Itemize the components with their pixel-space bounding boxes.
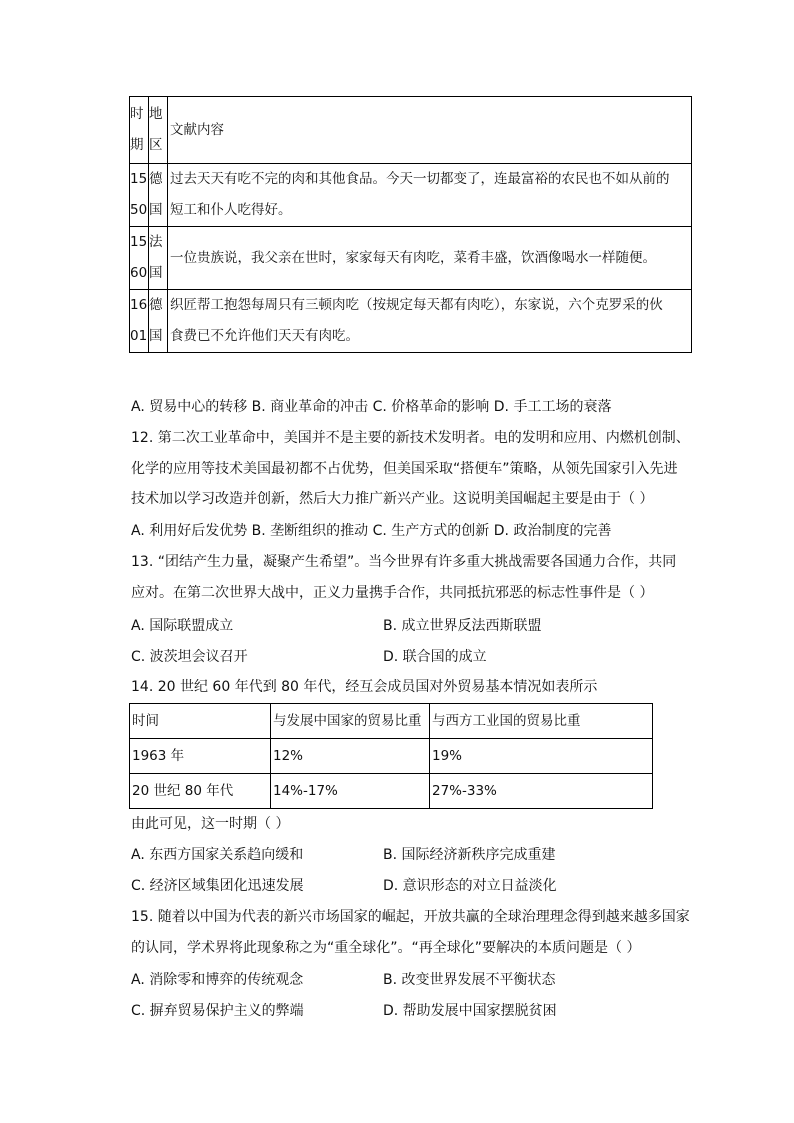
content-cell <box>168 290 692 353</box>
q12-stem-line3: 技术加以学习改造并创新，然后大力推广新兴产业。这说明美国崛起主要是由于（ ） <box>131 491 654 507</box>
q13-stem-line2: 应对。在第二次世界大战中，正义力量携手合作，共同抵抗邪恶的标志性事件是（ ） <box>131 585 654 601</box>
table-row <box>130 739 653 774</box>
historical-documents-table <box>129 96 692 353</box>
q15-option-d: D. 帮助发展中国家摆脱贫困 <box>383 1003 557 1019</box>
header-cell: 与西方工业国的贸易比重 <box>430 704 653 739</box>
table-cell: 14%-17% <box>271 774 430 809</box>
table-cell: 27%-33% <box>430 774 653 809</box>
content-line: 食费已不允许他们天天有肉吃。 <box>170 328 359 344</box>
table-header-row <box>130 704 653 739</box>
q12-options: A. 利用好后发优势 B. 垄断组织的推动 C. 生产方式的创新 D. 政治制度的完善 <box>131 523 612 539</box>
content-line: 短工和仆人吃得好。 <box>170 202 292 218</box>
q14-option-c: C. 经济区域集团化迅速发展 <box>131 878 304 894</box>
region-cell: 德国 <box>149 290 168 353</box>
q14-option-d: D. 意识形态的对立日益淡化 <box>383 878 557 894</box>
content-line: 织匠帮工抱怨每周只有三顿肉吃（按规定每天都有肉吃），东家说，六个克罗采的伙 <box>170 297 663 313</box>
content-header: 文献内容 <box>168 97 692 164</box>
q15-option-c: C. 摒弃贸易保护主义的弊端 <box>131 1003 304 1019</box>
q14-option-b: B. 国际经济新秩序完成重建 <box>383 847 556 863</box>
table-header-row <box>130 97 692 164</box>
header-cell: 时间 <box>130 704 271 739</box>
header-cell: 与发展中国家的贸易比重 <box>271 704 430 739</box>
period-cell: 1560 <box>130 227 149 290</box>
period-cell: 1601 <box>130 290 149 353</box>
table-row <box>130 290 692 353</box>
q14-stem-line1: 14. 20 世纪 60 年代到 80 年代，经互会成员国对外贸易基本情况如表所示 <box>131 679 598 695</box>
table-row <box>130 227 692 290</box>
q13-option-c: C. 波茨坦会议召开 <box>131 649 248 665</box>
q15-stem-line1: 15. 随着以中国为代表的新兴市场国家的崛起，开放共赢的全球治理理念得到越来越多国家 <box>131 909 690 925</box>
q14-stem-line2: 由此可见，这一时期（ ） <box>131 816 290 832</box>
q13-option-a: A. 国际联盟成立 <box>131 618 234 634</box>
q15-option-b: B. 改变世界发展不平衡状态 <box>383 972 556 988</box>
q13-stem-line1: 13. “团结产生力量，凝聚产生希望”。当今世界有许多重大挑战需要各国通力合作，共同 <box>131 554 677 570</box>
q11-options: A. 贸易中心的转移 B. 商业革命的冲击 C. 价格革命的影响 D. 手工工场的衰落 <box>131 399 612 415</box>
content-line: 过去天天有吃不完的肉和其他食品。今天一切都变了，连最富裕的农民也不如从前的 <box>170 171 670 187</box>
q12-stem-line1: 12. 第二次工业革命中，美国并不是主要的新技术发明者。电的发明和应用、内燃机创制、 <box>131 430 690 446</box>
content-cell: 一位贵族说，我父亲在世时，家家每天有肉吃，菜肴丰盛，饮酒像喝水一样随便。 <box>168 227 692 290</box>
content-cell <box>168 164 692 227</box>
region-cell: 德国 <box>149 164 168 227</box>
q15-stem-line2: 的认同，学术界将此现象称之为“重全球化”。“再全球化”要解决的本质问题是（ ） <box>131 940 641 956</box>
period-cell: 1550 <box>130 164 149 227</box>
q12-stem-line2: 化学的应用等技术美国最初都不占优势，但美国采取“搭便车”策略，从领先国家引入先进 <box>131 461 678 477</box>
trade-table <box>129 703 653 809</box>
q13-option-b: B. 成立世界反法西斯联盟 <box>383 618 542 634</box>
table-cell: 19% <box>430 739 653 774</box>
table-cell: 20 世纪 80 年代 <box>130 774 271 809</box>
q13-option-d: D. 联合国的成立 <box>383 649 487 665</box>
q15-option-a: A. 消除零和博弈的传统观念 <box>131 972 304 988</box>
table-cell: 12% <box>271 739 430 774</box>
table-row <box>130 164 692 227</box>
table-row <box>130 774 653 809</box>
table-cell: 1963 年 <box>130 739 271 774</box>
period-header: 时期 <box>130 97 149 164</box>
region-header: 地区 <box>149 97 168 164</box>
q14-option-a: A. 东西方国家关系趋向缓和 <box>131 847 304 863</box>
region-cell: 法国 <box>149 227 168 290</box>
